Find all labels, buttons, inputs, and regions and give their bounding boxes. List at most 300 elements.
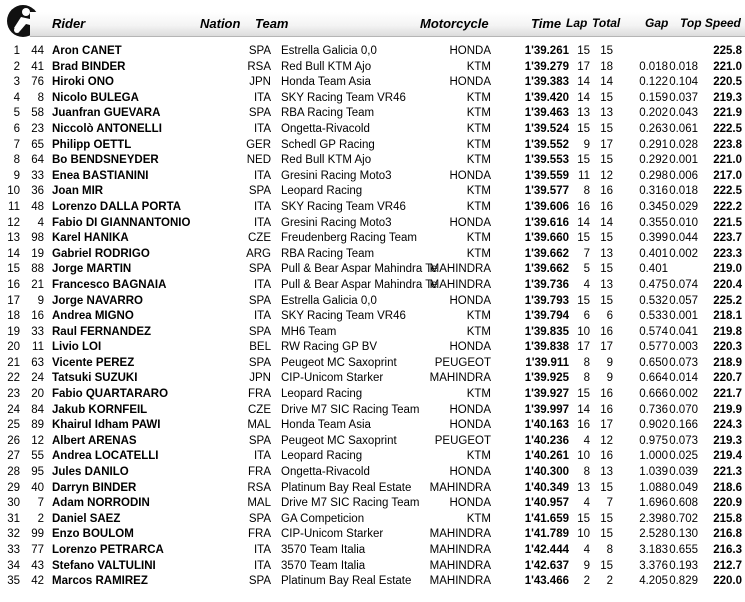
table-row xyxy=(0,543,745,559)
rider-name: Aron CANET xyxy=(52,45,122,57)
top-speed: 221.7 xyxy=(713,388,742,401)
team-name: RBA Racing Team xyxy=(281,107,375,120)
motorcycle: MAHINDRA xyxy=(429,372,491,385)
table-row xyxy=(0,138,745,154)
table-row xyxy=(0,60,745,76)
lap-number: 7 xyxy=(583,247,590,260)
total-laps: 15 xyxy=(600,528,613,541)
position: 35 xyxy=(7,575,20,588)
position: 15 xyxy=(7,263,20,276)
total-laps: 15 xyxy=(600,481,613,494)
total-laps: 16 xyxy=(600,185,613,198)
team-name: Drive M7 SIC Racing Team xyxy=(281,403,420,416)
rider-number: 76 xyxy=(31,76,44,89)
table-row xyxy=(0,44,745,60)
team-name: Ongetta-Rivacold xyxy=(281,122,370,135)
top-speed: 221.3 xyxy=(713,466,742,479)
rider-name: Enzo BOULOM xyxy=(52,528,134,541)
top-speed: 225.8 xyxy=(713,45,742,57)
lap-number: 10 xyxy=(577,325,590,338)
total-laps: 15 xyxy=(600,122,613,135)
team-name: Red Bull KTM Ajo xyxy=(281,154,372,167)
lap-time: 1'39.616 xyxy=(524,216,569,229)
lap-time: 1'39.793 xyxy=(524,294,569,307)
rider-name: Nicolo BULEGA xyxy=(52,91,139,104)
table-row xyxy=(0,106,745,122)
motorcycle: KTM xyxy=(466,388,491,401)
rider-name: Joan MIR xyxy=(52,185,104,198)
lap-number: 4 xyxy=(583,497,590,510)
lap-time: 1'41.659 xyxy=(524,512,569,525)
rider-name: Marcos RAMIREZ xyxy=(52,575,148,588)
team-name: Red Bull KTM Ajo xyxy=(281,60,372,73)
rider-number: 12 xyxy=(31,434,44,447)
gap-to-leader: 0.532 xyxy=(639,294,668,307)
motorcycle: MAHINDRA xyxy=(429,278,491,291)
gap-to-leader: 0.355 xyxy=(639,216,668,229)
lap-time: 1'41.789 xyxy=(524,528,569,541)
gap-to-previous: 0.044 xyxy=(669,232,698,245)
lap-time: 1'43.466 xyxy=(524,575,569,588)
top-speed: 219.3 xyxy=(713,434,742,447)
position: 27 xyxy=(7,450,20,463)
position: 20 xyxy=(7,341,20,354)
lap-time: 1'39.911 xyxy=(525,356,569,369)
team-name: Freudenberg Racing Team xyxy=(281,232,417,245)
team-name: Leopard Racing xyxy=(281,450,363,463)
lap-time: 1'39.261 xyxy=(524,45,569,57)
nation: MAL xyxy=(247,497,271,510)
team-name: Peugeot MC Saxoprint xyxy=(281,356,397,369)
team-name: Honda Team Asia xyxy=(281,419,371,432)
table-row xyxy=(0,216,745,232)
motorcycle: KTM xyxy=(466,325,491,338)
nation: SPA xyxy=(248,107,271,120)
lap-time: 1'39.606 xyxy=(524,200,569,213)
team-name: GA Competicion xyxy=(281,512,365,525)
top-speed: 219.8 xyxy=(713,325,742,338)
gap-to-leader: 3.183 xyxy=(639,544,668,556)
motorcycle: HONDA xyxy=(449,466,491,479)
position: 7 xyxy=(13,138,20,151)
gap-to-previous: 0.655 xyxy=(669,544,698,556)
total-laps: 15 xyxy=(600,294,613,307)
gap-to-previous: 0.010 xyxy=(669,216,698,229)
position: 5 xyxy=(13,107,20,120)
table-row xyxy=(0,481,745,497)
rider-number: 36 xyxy=(31,185,44,198)
team-name: Ongetta-Rivacold xyxy=(281,466,370,479)
nation: GER xyxy=(246,138,271,151)
position: 10 xyxy=(7,185,20,198)
team-name: 3570 Team Italia xyxy=(281,559,366,572)
gap-to-leader: 2.528 xyxy=(639,528,668,541)
table-row xyxy=(0,200,745,216)
table-row xyxy=(0,356,745,372)
rider-number: 21 xyxy=(31,278,44,291)
rider-number: 95 xyxy=(31,466,44,479)
motorcycle: MAHINDRA xyxy=(429,559,491,572)
lap-time: 1'39.577 xyxy=(524,185,569,198)
gap-to-previous: 0.073 xyxy=(669,434,698,447)
position: 24 xyxy=(7,403,20,416)
gap-to-previous: 0.829 xyxy=(669,575,698,588)
top-speed: 220.7 xyxy=(713,372,742,385)
lap-number: 15 xyxy=(577,122,590,135)
total-laps: 6 xyxy=(606,310,613,323)
total-laps: 13 xyxy=(600,278,613,291)
rider-name: Adam NORRODIN xyxy=(52,497,150,510)
rider-number: 98 xyxy=(31,232,44,245)
gap-to-previous: 0.001 xyxy=(669,154,698,167)
lap-number: 17 xyxy=(577,60,590,73)
header-gap: Gap xyxy=(645,16,669,30)
position: 26 xyxy=(7,434,20,447)
motorcycle: HONDA xyxy=(449,497,491,510)
total-laps: 16 xyxy=(600,325,613,338)
team-name: SKY Racing Team VR46 xyxy=(281,91,406,104)
total-laps: 16 xyxy=(600,200,613,213)
motorcycle: KTM xyxy=(466,310,491,323)
table-row xyxy=(0,262,745,278)
gap-to-previous: 0.014 xyxy=(669,372,698,385)
rider-name: Francesco BAGNAIA xyxy=(52,278,167,291)
team-name: 3570 Team Italia xyxy=(281,544,366,556)
position: 14 xyxy=(7,247,20,260)
gap-to-previous: 0.006 xyxy=(669,169,698,182)
rider-number: 43 xyxy=(31,559,44,572)
rider-number: 55 xyxy=(31,450,44,463)
top-speed: 218.9 xyxy=(713,356,742,369)
rider-name: Gabriel RODRIGO xyxy=(52,247,150,260)
lap-number: 4 xyxy=(583,278,590,291)
rider-number: 16 xyxy=(31,310,44,323)
lap-number: 16 xyxy=(577,419,590,432)
motorcycle: KTM xyxy=(466,60,491,73)
gap-to-leader: 0.316 xyxy=(639,185,668,198)
rider-name: Juanfran GUEVARA xyxy=(52,107,161,120)
lap-number: 15 xyxy=(577,232,590,245)
rider-name: Jorge MARTIN xyxy=(52,263,132,276)
motorcycle: KTM xyxy=(466,138,491,151)
total-laps: 15 xyxy=(600,91,613,104)
nation: JPN xyxy=(249,76,271,89)
motorcycle: HONDA xyxy=(449,419,491,432)
gap-to-leader: 0.475 xyxy=(639,278,668,291)
lap-number: 5 xyxy=(583,263,590,276)
gap-to-leader: 4.205 xyxy=(639,575,668,588)
gap-to-leader: 0.292 xyxy=(639,154,668,167)
rider-name: Jakub KORNFEIL xyxy=(52,403,148,416)
rider-number: 11 xyxy=(32,341,44,354)
motorcycle: HONDA xyxy=(449,216,491,229)
total-laps: 17 xyxy=(600,419,613,432)
total-laps: 2 xyxy=(606,575,613,588)
top-speed: 221.5 xyxy=(713,216,742,229)
lap-time: 1'39.927 xyxy=(524,388,569,401)
top-speed: 223.7 xyxy=(713,232,742,245)
rider-number: 33 xyxy=(31,325,44,338)
lap-number: 9 xyxy=(583,138,590,151)
position: 22 xyxy=(7,372,20,385)
lap-number: 8 xyxy=(583,356,590,369)
top-speed: 221.9 xyxy=(713,107,742,120)
gap-to-previous: 0.061 xyxy=(669,122,698,135)
rider-name: Vicente PEREZ xyxy=(52,356,135,369)
gap-to-leader: 0.736 xyxy=(639,403,668,416)
lap-time: 1'40.236 xyxy=(524,434,569,447)
total-laps: 14 xyxy=(600,216,613,229)
motorcycle: HONDA xyxy=(449,341,491,354)
team-name: Pull & Bear Aspar Mahindra Te xyxy=(281,263,438,276)
lap-number: 2 xyxy=(583,575,590,588)
table-row xyxy=(0,574,745,590)
team-name: MH6 Team xyxy=(281,325,337,338)
rider-number: 42 xyxy=(31,575,44,588)
total-laps: 13 xyxy=(600,466,613,479)
gap-to-previous: 0.018 xyxy=(669,60,698,73)
position: 12 xyxy=(7,216,20,229)
rider-number: 9 xyxy=(37,294,44,307)
top-speed: 220.4 xyxy=(713,278,742,291)
gap-to-previous: 0.018 xyxy=(669,185,698,198)
top-speed: 221.0 xyxy=(713,154,742,167)
table-row xyxy=(0,169,745,185)
nation: SPA xyxy=(248,185,271,198)
rider-name: Jules DANILO xyxy=(52,466,129,479)
gap-to-leader: 0.399 xyxy=(639,232,668,245)
position: 9 xyxy=(13,169,20,182)
lap-time: 1'42.444 xyxy=(524,544,569,556)
total-laps: 16 xyxy=(600,388,613,401)
lap-time: 1'39.553 xyxy=(524,154,569,167)
nation: ITA xyxy=(253,91,271,104)
total-laps: 9 xyxy=(606,372,613,385)
nation: SPA xyxy=(248,294,271,307)
lap-number: 10 xyxy=(577,528,590,541)
nation: JPN xyxy=(249,372,271,385)
motorcycle: KTM xyxy=(466,512,491,525)
lap-number: 15 xyxy=(577,388,590,401)
rider-name: Enea BASTIANINI xyxy=(52,169,149,182)
top-speed: 220.9 xyxy=(713,497,742,510)
total-laps: 15 xyxy=(600,263,613,276)
table-row xyxy=(0,325,745,341)
motorcycle: PEUGEOT xyxy=(434,356,491,369)
rider-name: Andrea LOCATELLI xyxy=(52,450,159,463)
gap-to-previous: 0.130 xyxy=(669,528,698,541)
table-row xyxy=(0,403,745,419)
total-laps: 7 xyxy=(606,497,613,510)
lap-number: 14 xyxy=(577,91,590,104)
motorcycle: KTM xyxy=(466,247,491,260)
team-name: Platinum Bay Real Estate xyxy=(281,481,412,494)
motorcycle: PEUGEOT xyxy=(434,434,491,447)
rider-number: 19 xyxy=(31,247,44,260)
nation: NED xyxy=(246,154,271,167)
total-laps: 15 xyxy=(600,559,613,572)
gap-to-previous: 0.001 xyxy=(669,310,698,323)
nation: SPA xyxy=(248,263,271,276)
gap-to-previous: 0.039 xyxy=(669,466,698,479)
nation: SPA xyxy=(248,512,271,525)
team-name: Leopard Racing xyxy=(281,388,363,401)
gap-to-leader: 0.291 xyxy=(639,138,668,151)
rider-name: Philipp OETTL xyxy=(52,138,132,151)
rider-number: 8 xyxy=(37,91,44,104)
top-speed: 222.5 xyxy=(713,122,742,135)
table-row xyxy=(0,559,745,575)
rider-name: Raul FERNANDEZ xyxy=(52,325,152,338)
table-row xyxy=(0,294,745,310)
team-name: Drive M7 SIC Racing Team xyxy=(281,497,420,510)
lap-number: 14 xyxy=(577,76,590,89)
table-row xyxy=(0,387,745,403)
header-rider: Rider xyxy=(52,16,86,31)
table-row xyxy=(0,91,745,107)
gap-to-leader: 0.159 xyxy=(639,91,668,104)
rider-name: Darryn BINDER xyxy=(52,481,137,494)
total-laps: 16 xyxy=(600,450,613,463)
nation: ITA xyxy=(253,122,271,135)
nation: ITA xyxy=(253,216,271,229)
motorcycle: MAHINDRA xyxy=(429,481,491,494)
rider-number: 33 xyxy=(31,169,44,182)
rider-number: 20 xyxy=(31,388,44,401)
gap-to-leader: 0.664 xyxy=(639,372,668,385)
table-row xyxy=(0,278,745,294)
team-name: SKY Racing Team VR46 xyxy=(281,200,406,213)
rider-number: 77 xyxy=(31,544,44,556)
total-laps: 14 xyxy=(600,76,613,89)
lap-number: 8 xyxy=(583,372,590,385)
team-name: SKY Racing Team VR46 xyxy=(281,310,406,323)
lap-number: 15 xyxy=(577,512,590,525)
lap-number: 9 xyxy=(583,559,590,572)
lap-number: 11 xyxy=(578,169,590,182)
lap-time: 1'39.524 xyxy=(524,122,569,135)
top-speed: 221.0 xyxy=(713,60,742,73)
nation: CZE xyxy=(248,403,271,416)
top-speed: 225.2 xyxy=(713,294,742,307)
gap-to-leader: 2.398 xyxy=(639,512,668,525)
position: 30 xyxy=(7,497,20,510)
team-name: Gresini Racing Moto3 xyxy=(281,216,392,229)
lap-number: 17 xyxy=(577,341,590,354)
motorcycle: KTM xyxy=(466,185,491,198)
nation: SPA xyxy=(248,325,271,338)
top-speed: 220.3 xyxy=(713,341,742,354)
table-row xyxy=(0,527,745,543)
top-speed: 219.3 xyxy=(713,91,742,104)
table-row xyxy=(0,184,745,200)
lap-time: 1'39.279 xyxy=(524,60,569,73)
lap-number: 13 xyxy=(577,481,590,494)
gap-to-leader: 0.401 xyxy=(639,263,668,276)
team-name: Estrella Galicia 0,0 xyxy=(281,294,377,307)
position: 18 xyxy=(7,310,20,323)
position: 2 xyxy=(13,60,20,73)
rider-number: 88 xyxy=(31,263,44,276)
motorcycle: MAHINDRA xyxy=(429,263,491,276)
motorcycle: HONDA xyxy=(449,294,491,307)
motorcycle: KTM xyxy=(466,107,491,120)
rider-number: 58 xyxy=(31,107,44,120)
nation: ITA xyxy=(253,200,271,213)
team-name: RW Racing GP BV xyxy=(281,341,378,354)
rider-number: 7 xyxy=(37,497,44,510)
motorcycle: HONDA xyxy=(449,169,491,182)
table-row xyxy=(0,75,745,91)
motorcycle: KTM xyxy=(466,200,491,213)
nation: ARG xyxy=(246,247,271,260)
rider-name: Jorge NAVARRO xyxy=(52,294,143,307)
position: 23 xyxy=(7,388,20,401)
top-speed: 224.3 xyxy=(713,419,742,432)
table-row xyxy=(0,512,745,528)
total-laps: 18 xyxy=(600,60,613,73)
nation: RSA xyxy=(247,60,271,73)
table-row xyxy=(0,231,745,247)
gap-to-previous: 0.702 xyxy=(669,512,698,525)
total-laps: 15 xyxy=(600,154,613,167)
lap-time: 1'39.736 xyxy=(524,278,569,291)
gap-to-previous: 0.028 xyxy=(669,138,698,151)
gap-to-previous: 0.049 xyxy=(669,481,698,494)
lap-time: 1'39.660 xyxy=(524,232,569,245)
gap-to-previous: 0.003 xyxy=(669,341,698,354)
rider-name: Andrea MIGNO xyxy=(52,310,134,323)
gap-to-leader: 0.574 xyxy=(639,325,668,338)
nation: FRA xyxy=(248,466,271,479)
header-lap: Lap xyxy=(566,16,588,30)
gap-to-leader: 1.088 xyxy=(639,481,668,494)
lap-time: 1'39.420 xyxy=(524,91,569,104)
lap-time: 1'40.261 xyxy=(524,450,569,463)
gap-to-leader: 1.039 xyxy=(639,466,668,479)
top-speed: 216.8 xyxy=(713,528,742,541)
team-name: Platinum Bay Real Estate xyxy=(281,575,412,588)
header-time: Time xyxy=(531,16,562,31)
top-speed: 219.0 xyxy=(713,263,742,276)
gap-to-previous: 0.002 xyxy=(669,247,698,260)
gap-to-leader: 0.202 xyxy=(639,107,668,120)
top-speed: 218.1 xyxy=(713,310,742,323)
gap-to-previous: 0.070 xyxy=(669,403,698,416)
position: 21 xyxy=(7,356,20,369)
gap-to-previous: 0.025 xyxy=(669,450,698,463)
gap-to-leader: 0.533 xyxy=(639,310,668,323)
lap-time: 1'39.662 xyxy=(524,263,569,276)
position: 33 xyxy=(7,544,20,556)
top-speed: 220.5 xyxy=(713,76,742,89)
rider-number: 23 xyxy=(31,122,44,135)
nation: ITA xyxy=(253,278,271,291)
nation: SPA xyxy=(248,356,271,369)
rider-name: Daniel SAEZ xyxy=(52,512,121,525)
position: 17 xyxy=(7,294,20,307)
lap-time: 1'39.463 xyxy=(524,107,569,120)
team-name: Schedl GP Racing xyxy=(281,138,375,151)
top-speed: 223.3 xyxy=(713,247,742,260)
motorcycle: HONDA xyxy=(449,76,491,89)
gap-to-previous: 0.074 xyxy=(669,278,698,291)
gap-to-previous: 0.037 xyxy=(669,91,698,104)
lap-number: 8 xyxy=(583,466,590,479)
rider-name: Hiroki ONO xyxy=(52,76,114,89)
rider-name: Brad BINDER xyxy=(52,60,126,73)
team-name: Leopard Racing xyxy=(281,185,363,198)
